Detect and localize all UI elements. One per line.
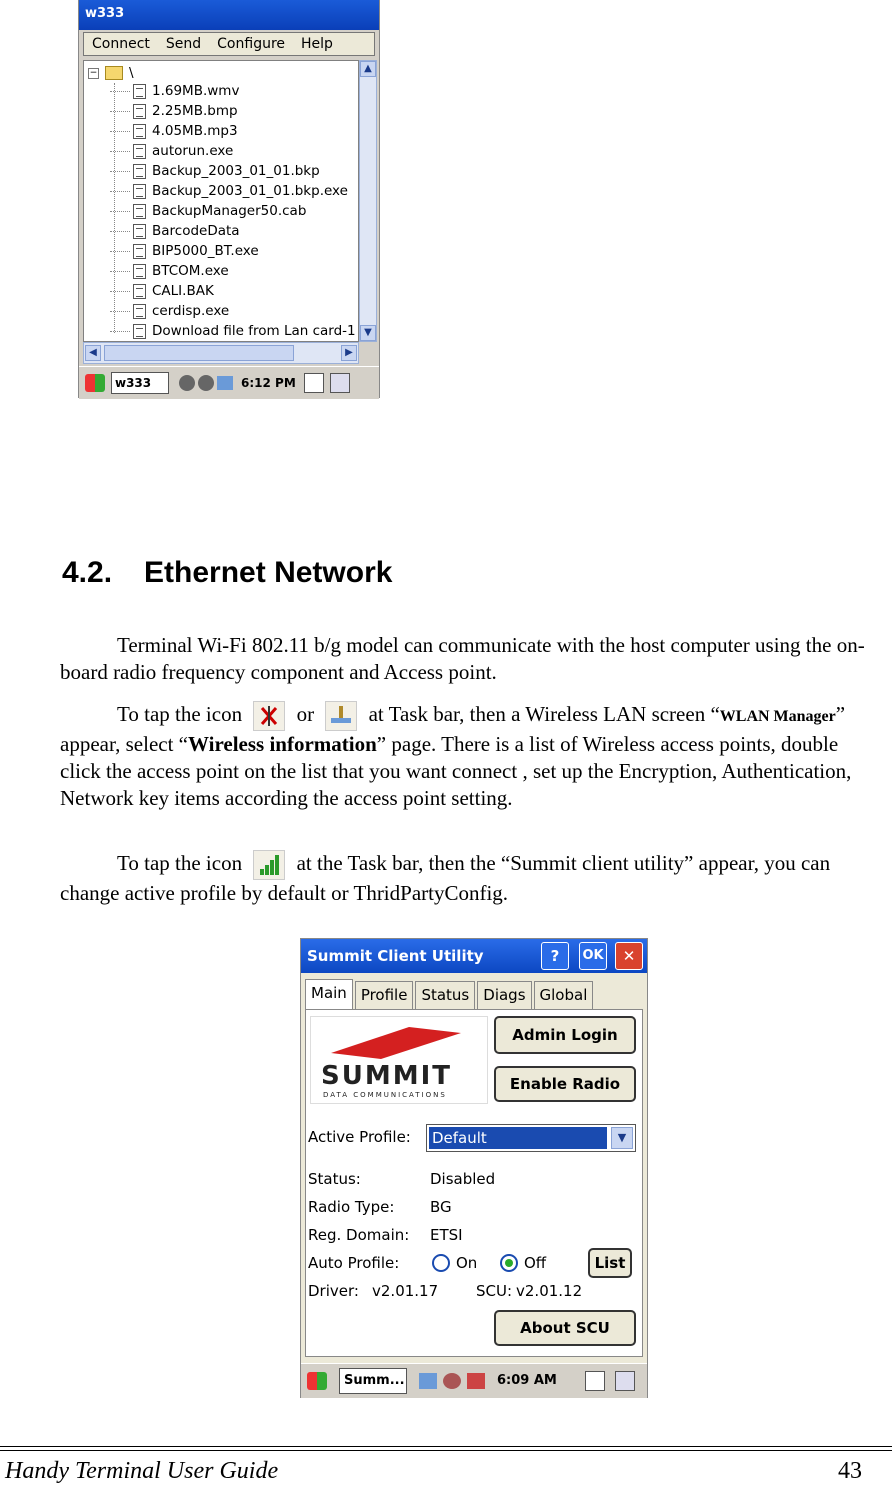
- active-profile-label: Active Profile:: [308, 1128, 411, 1146]
- network-icon[interactable]: [179, 375, 195, 391]
- file-icon: [133, 324, 146, 339]
- tab-profile[interactable]: Profile: [355, 981, 414, 1010]
- tree-item[interactable]: BTCOM.exe: [110, 261, 229, 281]
- paragraph-summit: To tap the icon at the Task bar, then the “Summit client utility” appear, you can change active profile by default or ThridPartyConfig.: [60, 851, 831, 906]
- tree-item[interactable]: BackupManager50.cab: [110, 201, 306, 221]
- start-icon[interactable]: [85, 374, 105, 392]
- folder-icon: [105, 66, 123, 80]
- summit-logo-tagline: DATA COMMUNICATIONS: [323, 1091, 447, 1099]
- tree-item[interactable]: 2.25MB.bmp: [110, 101, 238, 121]
- scu-value: v2.01.12: [516, 1282, 583, 1300]
- wlan-disconnected-icon[interactable]: [467, 1373, 485, 1389]
- file-icon: [133, 284, 146, 299]
- tree-item[interactable]: 4.05MB.mp3: [110, 121, 238, 141]
- tree-item[interactable]: Backup_2003_01_01.bkp: [110, 161, 320, 181]
- auto-profile-on-radio[interactable]: [432, 1254, 450, 1272]
- admin-login-button[interactable]: Admin Login: [494, 1016, 636, 1054]
- file-icon: [133, 144, 146, 159]
- auto-profile-on-label: On: [456, 1254, 478, 1272]
- tree-item[interactable]: autorun.exe: [110, 141, 233, 161]
- file-icon: [133, 224, 146, 239]
- tab-bar: [305, 981, 595, 1009]
- scroll-left-icon[interactable]: ◀: [85, 345, 101, 361]
- network-icon[interactable]: [443, 1373, 461, 1389]
- file-icon: [133, 184, 146, 199]
- menu-configure[interactable]: Configure: [217, 36, 286, 52]
- scroll-thumb[interactable]: [104, 345, 294, 361]
- menu-bar: [83, 32, 375, 56]
- file-icon: [133, 124, 146, 139]
- auto-profile-label: Auto Profile:: [308, 1254, 400, 1272]
- input-panel-icon[interactable]: [304, 373, 324, 393]
- auto-profile-off-label: Off: [524, 1254, 547, 1272]
- scroll-right-icon[interactable]: ▶: [341, 345, 357, 361]
- menu-help[interactable]: Help: [301, 36, 333, 52]
- section-title: Ethernet Network: [144, 556, 393, 589]
- file-tree: [83, 60, 359, 342]
- connection-icon[interactable]: [419, 1373, 437, 1389]
- taskbar-task[interactable]: Summ...: [339, 1368, 407, 1394]
- window-title: w333: [79, 0, 379, 30]
- driver-label: Driver:: [308, 1282, 359, 1300]
- ok-button[interactable]: OK: [579, 942, 607, 970]
- connection-icon[interactable]: [217, 376, 233, 390]
- paragraph-intro: Terminal Wi-Fi 802.11 b/g model can communicate with the host computer using the on-board radio frequency component and Access point.: [60, 633, 865, 684]
- clock[interactable]: 6:09 AM: [497, 1373, 557, 1388]
- clock[interactable]: 6:12 PM: [241, 376, 296, 390]
- tree-item[interactable]: 1.69MB.wmv: [110, 81, 239, 101]
- file-icon: [133, 304, 146, 319]
- file-icon: [133, 204, 146, 219]
- tab-global[interactable]: Global: [534, 981, 594, 1010]
- radio-type-value: BG: [430, 1198, 452, 1216]
- list-button[interactable]: List: [588, 1248, 632, 1278]
- file-icon: [133, 164, 146, 179]
- page-number: 43: [838, 1458, 862, 1484]
- active-profile-select[interactable]: [426, 1124, 636, 1152]
- radio-type-label: Radio Type:: [308, 1198, 395, 1216]
- auto-profile-off-radio[interactable]: [500, 1254, 518, 1272]
- tree-root-label: \: [129, 65, 134, 81]
- footer-title: Handy Terminal User Guide: [5, 1458, 279, 1484]
- tree-item[interactable]: Backup_2003_01_01.bkp.exe: [110, 181, 348, 201]
- scu-label: SCU:: [476, 1282, 513, 1300]
- file-browser-screenshot: [78, 0, 380, 398]
- taskbar-task[interactable]: w333: [111, 372, 169, 394]
- reg-domain-value: ETSI: [430, 1226, 463, 1244]
- driver-value: v2.01.17: [372, 1282, 439, 1300]
- main-panel: [305, 1009, 643, 1357]
- footer-rule: [0, 1446, 892, 1447]
- menu-connect[interactable]: Connect: [92, 36, 150, 52]
- windows-icon[interactable]: [330, 373, 350, 393]
- summit-logo-text: SUMMIT: [321, 1061, 452, 1091]
- enable-radio-button[interactable]: Enable Radio: [494, 1066, 636, 1102]
- tree-item[interactable]: CALI.BAK: [110, 281, 214, 301]
- tree-item[interactable]: BarcodeData: [110, 221, 240, 241]
- wlan-connection-icon: [325, 701, 357, 731]
- tree-item[interactable]: Download file from Lan card-1: [110, 321, 356, 341]
- footer-rule: [0, 1450, 892, 1451]
- section-heading: [62, 556, 392, 590]
- summit-logo: [310, 1016, 488, 1104]
- tab-status[interactable]: Status: [415, 981, 475, 1010]
- status-value: Disabled: [430, 1170, 496, 1188]
- horizontal-scrollbar[interactable]: [83, 342, 359, 364]
- tab-main[interactable]: Main: [305, 979, 353, 1010]
- summit-client-utility-screenshot: [300, 938, 648, 1398]
- reg-domain-label: Reg. Domain:: [308, 1226, 410, 1244]
- wlan-disconnected-icon: [253, 701, 285, 731]
- taskbar: [79, 366, 379, 399]
- windows-icon[interactable]: [615, 1371, 635, 1391]
- help-button[interactable]: ?: [541, 942, 569, 970]
- summit-logo-mark: [331, 1023, 471, 1061]
- tab-diags[interactable]: Diags: [477, 981, 531, 1010]
- vertical-scrollbar[interactable]: [359, 60, 377, 342]
- file-icon: [133, 264, 146, 279]
- file-icon: [133, 104, 146, 119]
- file-icon: [133, 84, 146, 99]
- status-label: Status:: [308, 1170, 361, 1188]
- chevron-down-icon[interactable]: ▼: [611, 1127, 633, 1149]
- section-number: 4.2.: [62, 556, 113, 589]
- scroll-down-icon[interactable]: ▼: [360, 325, 376, 341]
- paragraph-wlan: To tap the icon or at Task bar, then a Wireless LAN screen “WLAN Manager” appear, select “Wireless information” page. There is a list of Wireless access points, double click the access point on the list that you want connect , set up the Encryption, Authentication, Network key items according the access point setting.: [60, 702, 852, 811]
- tree-item[interactable]: BIP5000_BT.exe: [110, 241, 259, 261]
- taskbar: [301, 1363, 647, 1398]
- signal-strength-icon: [253, 850, 285, 880]
- window-title: Summit Client Utility: [301, 939, 647, 973]
- network-icon[interactable]: [198, 375, 214, 391]
- active-profile-value: Default: [429, 1127, 607, 1149]
- collapse-icon[interactable]: −: [89, 67, 98, 78]
- file-icon: [133, 244, 146, 259]
- tree-item[interactable]: cerdisp.exe: [110, 301, 229, 321]
- start-icon[interactable]: [307, 1372, 327, 1390]
- tree-root[interactable]: [88, 65, 134, 81]
- scroll-up-icon[interactable]: ▲: [360, 61, 376, 77]
- menu-send[interactable]: Send: [165, 36, 202, 52]
- about-scu-button[interactable]: About SCU: [494, 1310, 636, 1346]
- input-panel-icon[interactable]: [585, 1371, 605, 1391]
- close-button[interactable]: ✕: [615, 942, 643, 970]
